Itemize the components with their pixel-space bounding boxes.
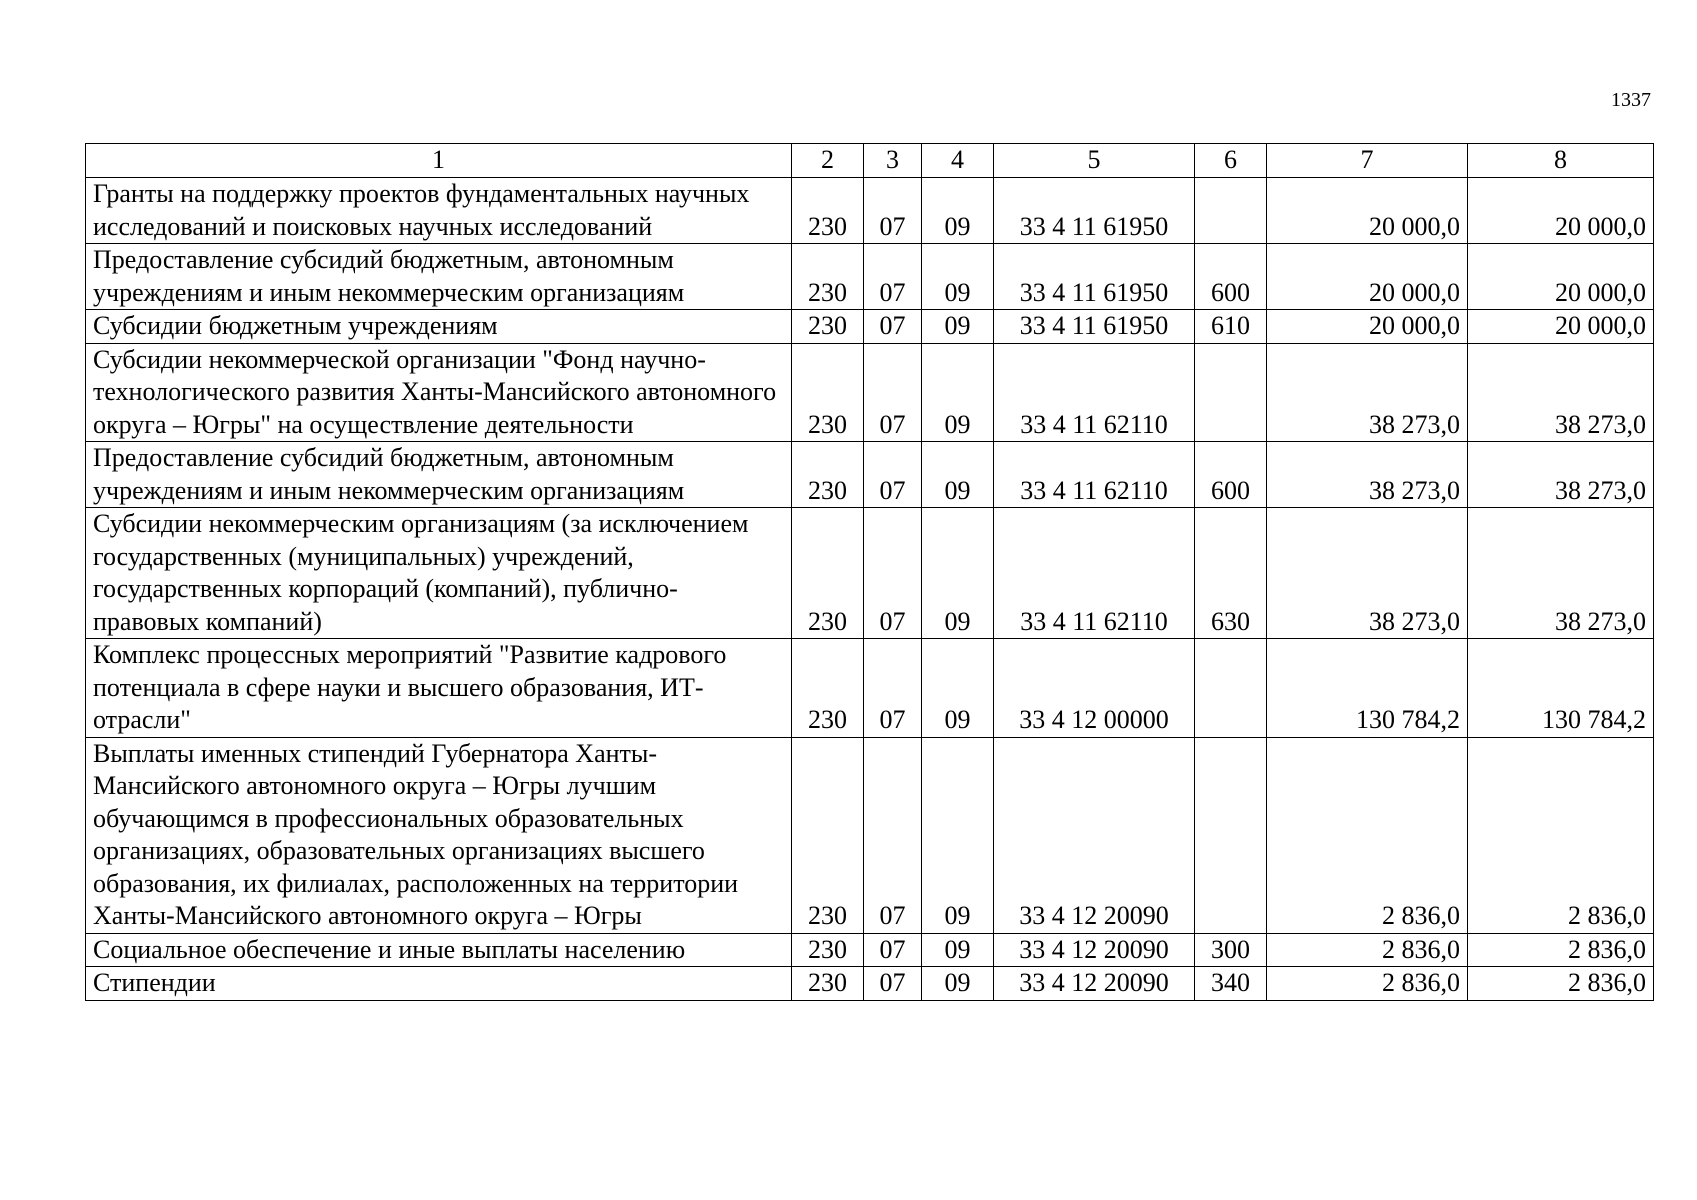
- column-header-2: 2: [792, 144, 864, 178]
- row-col-7: 2 836,0: [1267, 933, 1468, 967]
- row-col-4: 09: [922, 639, 994, 738]
- row-col-2: 230: [792, 508, 864, 639]
- header-row: [86, 144, 1654, 178]
- row-col-6: 610: [1195, 310, 1267, 344]
- row-col-3: 07: [864, 244, 922, 310]
- row-col-5: 33 4 12 20090: [994, 967, 1195, 1001]
- row-col-2: 230: [792, 639, 864, 738]
- row-col-5: 33 4 12 20090: [994, 933, 1195, 967]
- row-col-6: 340: [1195, 967, 1267, 1001]
- row-col-4: 09: [922, 244, 994, 310]
- row-col-4: 09: [922, 967, 994, 1001]
- row-col-7: 20 000,0: [1267, 244, 1468, 310]
- row-col-6: [1195, 178, 1267, 244]
- row-col-5: 33 4 11 62110: [994, 508, 1195, 639]
- row-col-8: 38 273,0: [1468, 343, 1654, 442]
- row-name: Стипендии: [86, 967, 792, 1001]
- row-col-3: 07: [864, 639, 922, 738]
- column-header-8: 8: [1468, 144, 1654, 178]
- table-row: [86, 737, 1654, 933]
- row-col-5: 33 4 12 20090: [994, 737, 1195, 933]
- row-col-2: 230: [792, 310, 864, 344]
- row-col-4: 09: [922, 310, 994, 344]
- row-col-4: 09: [922, 442, 994, 508]
- row-col-8: 2 836,0: [1468, 933, 1654, 967]
- row-col-8: 2 836,0: [1468, 737, 1654, 933]
- column-header-4: 4: [922, 144, 994, 178]
- table-row: [86, 244, 1654, 310]
- row-name: Предоставление субсидий бюджетным, автономным учреждениям и иным некоммерческим организациям: [86, 244, 792, 310]
- row-col-7: 2 836,0: [1267, 967, 1468, 1001]
- row-col-7: 20 000,0: [1267, 178, 1468, 244]
- row-col-3: 07: [864, 310, 922, 344]
- row-name: Субсидии бюджетным учреждениям: [86, 310, 792, 344]
- row-col-2: 230: [792, 933, 864, 967]
- row-col-8: 20 000,0: [1468, 178, 1654, 244]
- row-col-6: [1195, 343, 1267, 442]
- table-row: [86, 933, 1654, 967]
- row-col-7: 20 000,0: [1267, 310, 1468, 344]
- column-header-5: 5: [994, 144, 1195, 178]
- row-col-7: 38 273,0: [1267, 442, 1468, 508]
- page-number: 1337: [1611, 89, 1651, 111]
- row-col-2: 230: [792, 442, 864, 508]
- table-row: [86, 178, 1654, 244]
- table-row: [86, 343, 1654, 442]
- row-col-8: 130 784,2: [1468, 639, 1654, 738]
- row-col-3: 07: [864, 737, 922, 933]
- row-col-7: 38 273,0: [1267, 343, 1468, 442]
- table-row: [86, 967, 1654, 1001]
- budget-table: [85, 143, 1654, 1001]
- row-col-2: 230: [792, 244, 864, 310]
- row-col-3: 07: [864, 933, 922, 967]
- row-col-5: 33 4 12 00000: [994, 639, 1195, 738]
- row-col-3: 07: [864, 178, 922, 244]
- row-name: Комплекс процессных мероприятий "Развитие кадрового потенциала в сфере науки и высшего образования, ИТ-отрасли": [86, 639, 792, 738]
- row-col-2: 230: [792, 967, 864, 1001]
- row-name: Выплаты именных стипендий Губернатора Ханты-Мансийского автономного округа – Югры лучшим обучающимся в профессиональных образовательных организациях, образовательных организациях высшего образования, их филиалах, расположенных на территории Ханты-Мансийского автономного округа – Югры: [86, 737, 792, 933]
- row-col-2: 230: [792, 343, 864, 442]
- row-col-3: 07: [864, 442, 922, 508]
- table-row: [86, 442, 1654, 508]
- row-col-5: 33 4 11 61950: [994, 244, 1195, 310]
- row-col-3: 07: [864, 967, 922, 1001]
- row-col-8: 2 836,0: [1468, 967, 1654, 1001]
- table-row: [86, 310, 1654, 344]
- row-col-6: [1195, 737, 1267, 933]
- row-col-8: 20 000,0: [1468, 310, 1654, 344]
- row-col-4: 09: [922, 737, 994, 933]
- row-col-6: 600: [1195, 244, 1267, 310]
- column-header-1: 1: [86, 144, 792, 178]
- row-col-2: 230: [792, 737, 864, 933]
- row-col-5: 33 4 11 62110: [994, 442, 1195, 508]
- table-row: [86, 639, 1654, 738]
- row-col-5: 33 4 11 62110: [994, 343, 1195, 442]
- row-col-6: 630: [1195, 508, 1267, 639]
- row-name: Субсидии некоммерческим организациям (за исключением государственных (муниципальных) учреждений, государственных корпораций (компаний), публично-правовых компаний): [86, 508, 792, 639]
- row-col-3: 07: [864, 508, 922, 639]
- row-col-8: 20 000,0: [1468, 244, 1654, 310]
- row-col-4: 09: [922, 178, 994, 244]
- column-header-6: 6: [1195, 144, 1267, 178]
- row-col-3: 07: [864, 343, 922, 442]
- row-col-6: [1195, 639, 1267, 738]
- row-col-2: 230: [792, 178, 864, 244]
- table-row: [86, 508, 1654, 639]
- row-name: Предоставление субсидий бюджетным, автономным учреждениям и иным некоммерческим организациям: [86, 442, 792, 508]
- row-col-6: 300: [1195, 933, 1267, 967]
- column-header-7: 7: [1267, 144, 1468, 178]
- row-col-8: 38 273,0: [1468, 442, 1654, 508]
- row-col-7: 2 836,0: [1267, 737, 1468, 933]
- row-col-7: 130 784,2: [1267, 639, 1468, 738]
- row-col-4: 09: [922, 508, 994, 639]
- row-col-6: 600: [1195, 442, 1267, 508]
- row-col-5: 33 4 11 61950: [994, 310, 1195, 344]
- row-col-7: 38 273,0: [1267, 508, 1468, 639]
- row-name: Социальное обеспечение и иные выплаты населению: [86, 933, 792, 967]
- column-header-3: 3: [864, 144, 922, 178]
- row-col-5: 33 4 11 61950: [994, 178, 1195, 244]
- row-name: Субсидии некоммерческой организации "Фонд научно-технологического развития Ханты-Мансийского автономного округа – Югры" на осуществление деятельности: [86, 343, 792, 442]
- row-col-4: 09: [922, 933, 994, 967]
- row-name: Гранты на поддержку проектов фундаментальных научных исследований и поисковых научных исследований: [86, 178, 792, 244]
- row-col-4: 09: [922, 343, 994, 442]
- row-col-8: 38 273,0: [1468, 508, 1654, 639]
